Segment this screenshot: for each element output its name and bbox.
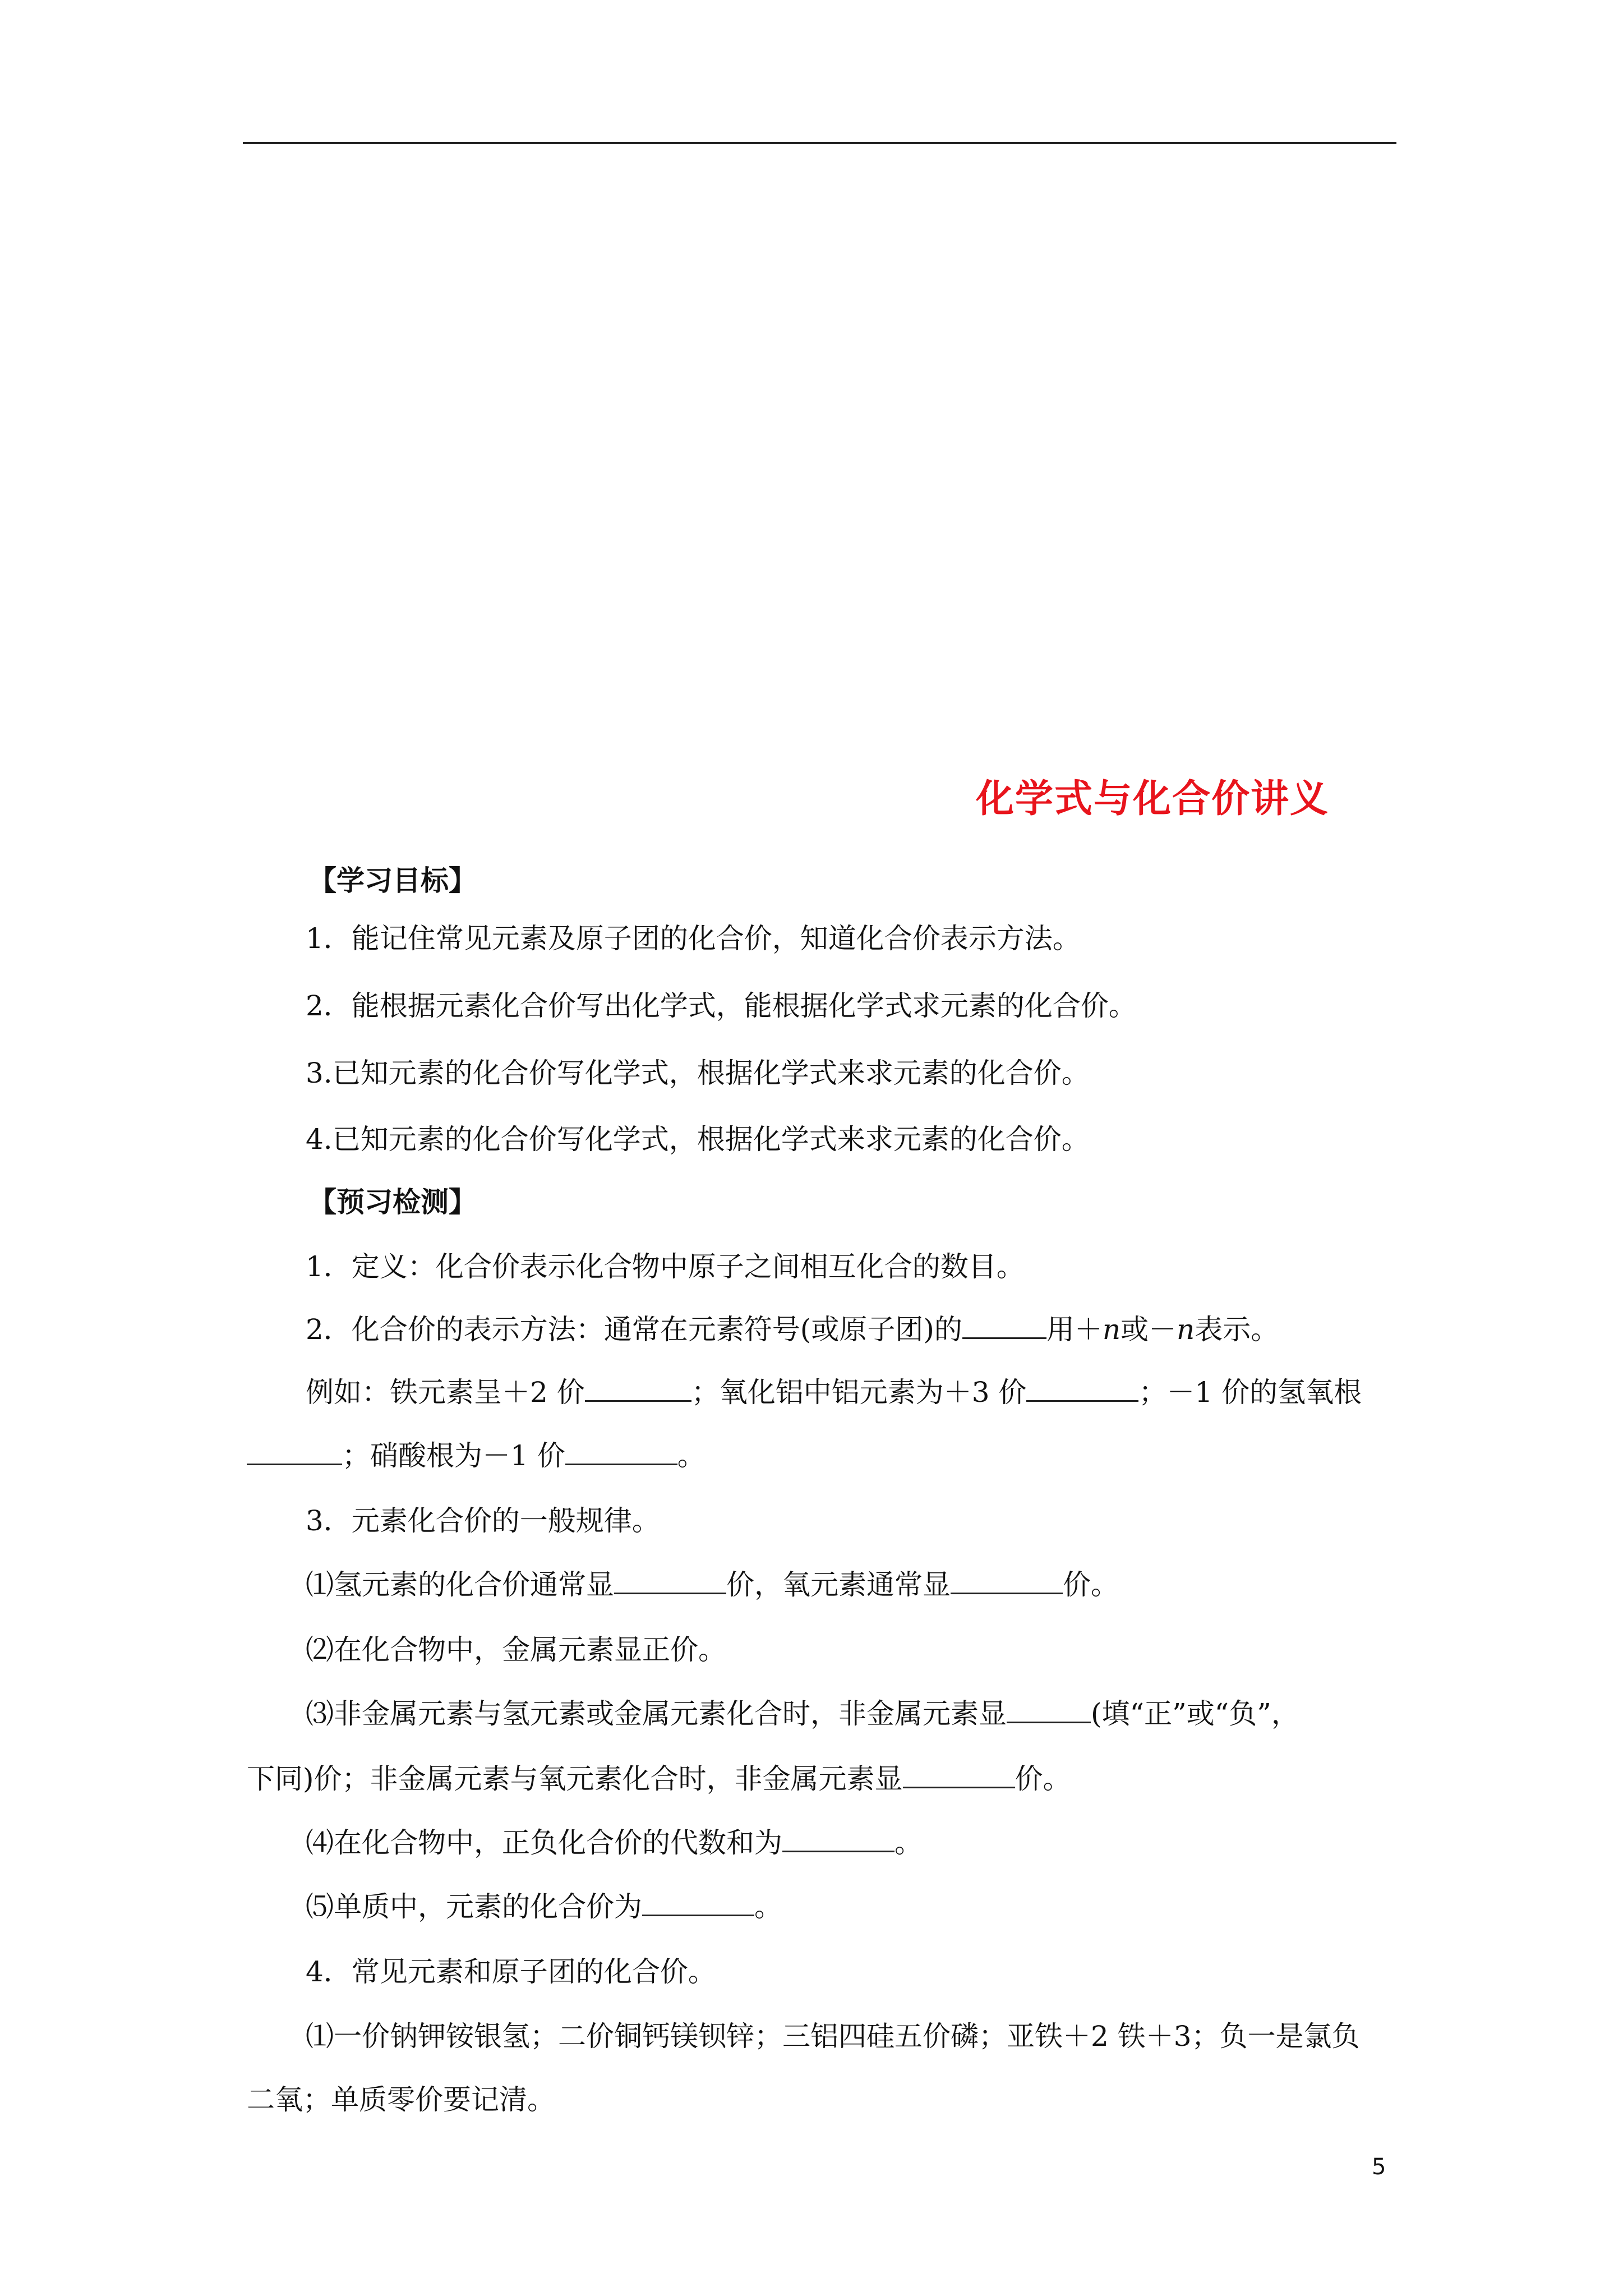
goal-2-text: 2．能根据元素化合价写出化学式，能根据化学式求元素的化合价。 <box>306 990 1137 1022</box>
r3-text-b: (填“正”或“负”， <box>1091 1697 1299 1730</box>
goal-1 <box>306 924 1081 953</box>
header-rule <box>243 142 1396 144</box>
rule-3 <box>306 1697 1299 1730</box>
rep-n1: n <box>1102 1313 1121 1346</box>
blank-nonmetal-oxygen[interactable] <box>903 1786 1015 1788</box>
representation-line <box>306 1313 1279 1346</box>
r4-text-b: 。 <box>895 1826 923 1859</box>
eg-text-a: 例如：铁元素呈＋2 价 <box>306 1376 585 1409</box>
page-title: 化学式与化合价讲义 <box>976 776 1330 821</box>
blank-al[interactable] <box>1026 1400 1138 1402</box>
rep-text-d: 表示。 <box>1195 1313 1279 1346</box>
r3b-text-a: 下同)价；非金属元素与氧元素化合时，非金属元素显 <box>247 1763 903 1795</box>
rule-1 <box>306 1568 1119 1601</box>
rule-4 <box>306 1826 923 1859</box>
blank-oh[interactable] <box>247 1463 342 1465</box>
rule-heading: 3．元素化合价的一般规律。 <box>306 1504 660 1537</box>
rep-n2: n <box>1177 1313 1195 1346</box>
eg-text-b: ；氧化铝中铝元素为＋3 价 <box>691 1376 1027 1409</box>
blank-sum[interactable] <box>782 1850 895 1852</box>
rep-text-a: 2．化合价的表示方法：通常在元素符号(或原子团)的 <box>306 1313 962 1346</box>
definition: 1．定义：化合价表示化合物中原子之间相互化合的数目。 <box>306 1250 1025 1283</box>
goal-3: 3.已知元素的化合价写化学式，根据化学式来求元素的化合价。 <box>306 1057 1090 1089</box>
eg-text-c: ；－1 价的氢氧根 <box>1138 1376 1362 1409</box>
goal-4: 4.已知元素的化合价写化学式，根据化学式来求元素的化合价。 <box>306 1123 1090 1156</box>
common-1-cont: 二氧；单质零价要记清。 <box>247 2083 555 2116</box>
eg2-text-a: ；硝酸根为－1 价 <box>342 1439 565 1472</box>
blank-h[interactable] <box>614 1592 726 1594</box>
blank-o[interactable] <box>951 1592 1063 1594</box>
goals-heading: 【学习目标】 <box>308 864 477 897</box>
blank-element[interactable] <box>642 1914 754 1916</box>
rep-text-c: 或－ <box>1121 1313 1177 1346</box>
common-1: ⑴一价钠钾铵银氢；二价铜钙镁钡锌；三铝四硅五价磷；亚铁＋2 铁＋3；负一是氯负 <box>306 2020 1360 2053</box>
example-line-1 <box>306 1376 1362 1409</box>
r1-text-b: 价，氧元素通常显 <box>726 1568 951 1601</box>
rule-3-cont <box>247 1765 1071 1793</box>
rule-5 <box>306 1890 782 1923</box>
r5-text-b: 。 <box>754 1890 782 1923</box>
example-line-2 <box>247 1439 706 1472</box>
preview-heading: 【预习检测】 <box>308 1185 477 1218</box>
goal-2 <box>306 992 1137 1020</box>
r3-text-a: ⑶非金属元素与氢元素或金属元素化合时，非金属元素显 <box>306 1697 1007 1730</box>
blank-no3[interactable] <box>565 1463 677 1465</box>
blank-nonmetal-sign[interactable] <box>1007 1721 1091 1723</box>
r5-text-a: ⑸单质中，元素的化合价为 <box>306 1890 642 1923</box>
eg2-text-b: 。 <box>677 1439 706 1472</box>
r4-text-a: ⑷在化合物中，正负化合价的代数和为 <box>306 1826 782 1859</box>
r1-text-a: ⑴氢元素的化合价通常显 <box>306 1568 614 1601</box>
r1-text-c: 价。 <box>1063 1568 1119 1601</box>
rule-2: ⑵在化合物中，金属元素显正价。 <box>306 1634 726 1666</box>
blank-rep[interactable] <box>962 1337 1046 1339</box>
goal-1-text: 1．能记住常见元素及原子团的化合价，知道化合价表示方法。 <box>306 922 1081 955</box>
rep-text-b: 用＋ <box>1046 1313 1103 1346</box>
blank-fe[interactable] <box>585 1400 691 1402</box>
page-number: 5 <box>1372 2154 1386 2180</box>
common-heading: 4．常见元素和原子团的化合价。 <box>306 1955 716 1988</box>
r3b-text-b: 价。 <box>1015 1763 1071 1795</box>
